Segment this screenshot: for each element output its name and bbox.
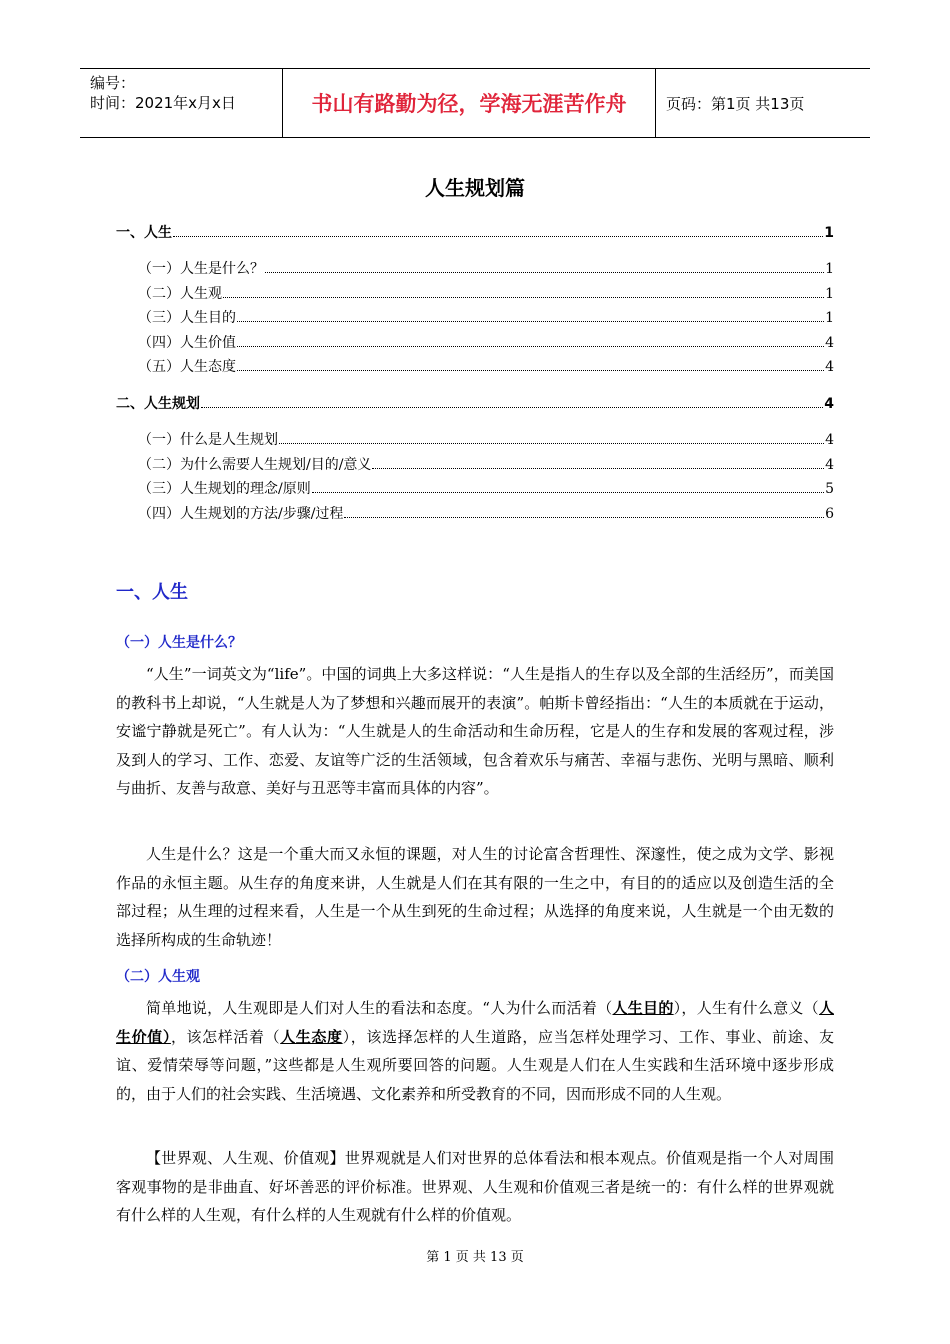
- toc-entry-title: （三）人生目的: [138, 310, 236, 327]
- toc-entry[interactable]: [116, 283, 834, 308]
- time-label: 时间：2021年x月x日: [90, 94, 236, 112]
- toc-entry-title: 一、人生: [116, 225, 172, 241]
- toc-entry-title: 二、人生规划: [116, 395, 200, 412]
- toc-entry-title: （四）人生规划的方法/步骤/过程: [138, 505, 344, 522]
- toc-leader: [223, 297, 824, 298]
- toc-entry-page: 1: [825, 310, 834, 327]
- toc-entry[interactable]: [116, 503, 834, 528]
- toc-leader: [265, 272, 824, 273]
- subsection-heading: （一）人生是什么？: [116, 635, 242, 651]
- paragraph: “人生”一词英文为“life”。中国的词典上大多这样说：“人生是指人的生存以及全部的生活经历”，而美国的教科书上却说，“人生就是人为了梦想和兴趣而展开的表演”。帕斯卡曾经指出：“人生的本质就在于运动，安谧宁静就是死亡”。有人认为：“人生就是人的生命活动和生命历程，它是人的生存和发展的客观过程，涉及到人的学习、工作、恋爱、友谊等广泛的生活领域，包含着欢乐与痛苦、幸福与悲伤、光明与黑暗、顺利与曲折、友善与敌意、美好与丑恶等丰富而具体的内容”。: [116, 665, 834, 797]
- header-table: [80, 68, 870, 138]
- toc-entry-page: 1: [824, 225, 834, 241]
- header-page-info: 页码：第1页 共13页: [666, 94, 805, 113]
- toc-entry-title: （三）人生规划的理念/原则: [138, 481, 311, 498]
- toc-entry[interactable]: [116, 429, 834, 454]
- toc-entry[interactable]: [116, 478, 834, 503]
- toc-leader: [279, 443, 824, 444]
- toc-entry[interactable]: [116, 307, 834, 332]
- number-label: 编号：: [90, 74, 136, 92]
- page-footer: 第 1 页 共 13 页: [426, 1250, 524, 1265]
- table-of-contents: [116, 222, 834, 527]
- paragraph: [116, 994, 834, 1108]
- header-motto: 书山有路勤为径，学海无涯苦作舟: [282, 69, 656, 137]
- toc-leader: [237, 321, 824, 322]
- toc-entry[interactable]: [116, 454, 834, 479]
- highlight-term: 人生价值）: [116, 999, 834, 1046]
- toc-entry-title: （一）人生是什么？: [138, 261, 264, 277]
- toc-entry-page: 4: [825, 334, 834, 351]
- subsection-heading: （二）人生观: [116, 969, 200, 985]
- header-meta: [80, 69, 282, 137]
- toc-entry-page: 5: [825, 481, 834, 498]
- toc-entry-page: 1: [825, 285, 834, 302]
- highlight-term: 人生态度: [280, 1027, 343, 1046]
- text-run: 简单地说，人生观即是人们对人生的看法和态度。“人为什么而活着（: [146, 999, 613, 1017]
- toc-entry-title: （一）什么是人生规划: [138, 431, 278, 448]
- toc-leader: [312, 492, 824, 493]
- text-run: ），人生有什么意义（: [673, 999, 819, 1017]
- toc-entry[interactable]: [116, 393, 834, 417]
- paragraph: 人生是什么？这是一个重大而又永恒的课题，对人生的讨论富含哲理性、深邃性，使之成为文学、影视作品的永恒主题。从生存的角度来讲，人生就是人们在其有限的一生之中，有目的的适应以及创造生活的全部过程；从生理的过程来看，人生是一个从生到死的生命过程；从选择的角度来说，人生就是一个由无数的选择所构成的生命轨迹！: [116, 845, 834, 949]
- toc-leader: [201, 407, 823, 408]
- toc-entry[interactable]: [116, 332, 834, 357]
- toc-entry[interactable]: [116, 258, 834, 283]
- section-heading: 一、人生: [116, 582, 188, 603]
- toc-leader: [372, 468, 824, 469]
- text-run: ，该怎样活着（: [170, 1027, 281, 1046]
- toc-entry-title: （四）人生价值: [138, 334, 236, 351]
- toc-entry[interactable]: [116, 222, 834, 246]
- paragraph: 【世界观、人生观、价值观】世界观就是人们对世界的总体看法和根本观点。价值观是指一个人对周围客观事物的是非曲直、好坏善恶的评价标准。世界观、人生观和价值观三者是统一的：有什么样的世界观就有什么样的人生观，有什么样的人生观就有什么样的价值观。: [116, 1149, 834, 1224]
- highlight-term: 人生目的: [612, 999, 674, 1017]
- text-run: ），该选择怎样的人生道路，应当怎样处理学习、工作、事业、前途、友谊、爱情荣辱等问题，”这些都是人生观所要回答的问题。人生观是人们在人生实践和生活环境中逐步形成的，由于人们的社会实践、生活境遇、文化素养和所受教育的不同，因而形成不同的人生观。: [116, 1027, 834, 1103]
- toc-entry-title: （二）人生观: [138, 285, 222, 302]
- toc-entry[interactable]: [116, 356, 834, 381]
- toc-leader: [344, 517, 824, 518]
- toc-entry-page: 4: [825, 456, 834, 473]
- toc-entry-page: 4: [825, 431, 834, 448]
- toc-leader: [237, 370, 824, 371]
- toc-entry-page: 4: [825, 359, 834, 376]
- toc-entry-page: 6: [825, 505, 834, 522]
- toc-entry-page: 1: [825, 261, 834, 277]
- toc-leader: [173, 236, 823, 237]
- toc-entry-title: （二）为什么需要人生规划/目的/意义: [138, 456, 372, 473]
- toc-entry-page: 4: [824, 395, 834, 412]
- document-title: 人生规划篇: [425, 176, 525, 200]
- toc-entry-title: （五）人生态度: [138, 359, 236, 376]
- toc-leader: [237, 346, 824, 347]
